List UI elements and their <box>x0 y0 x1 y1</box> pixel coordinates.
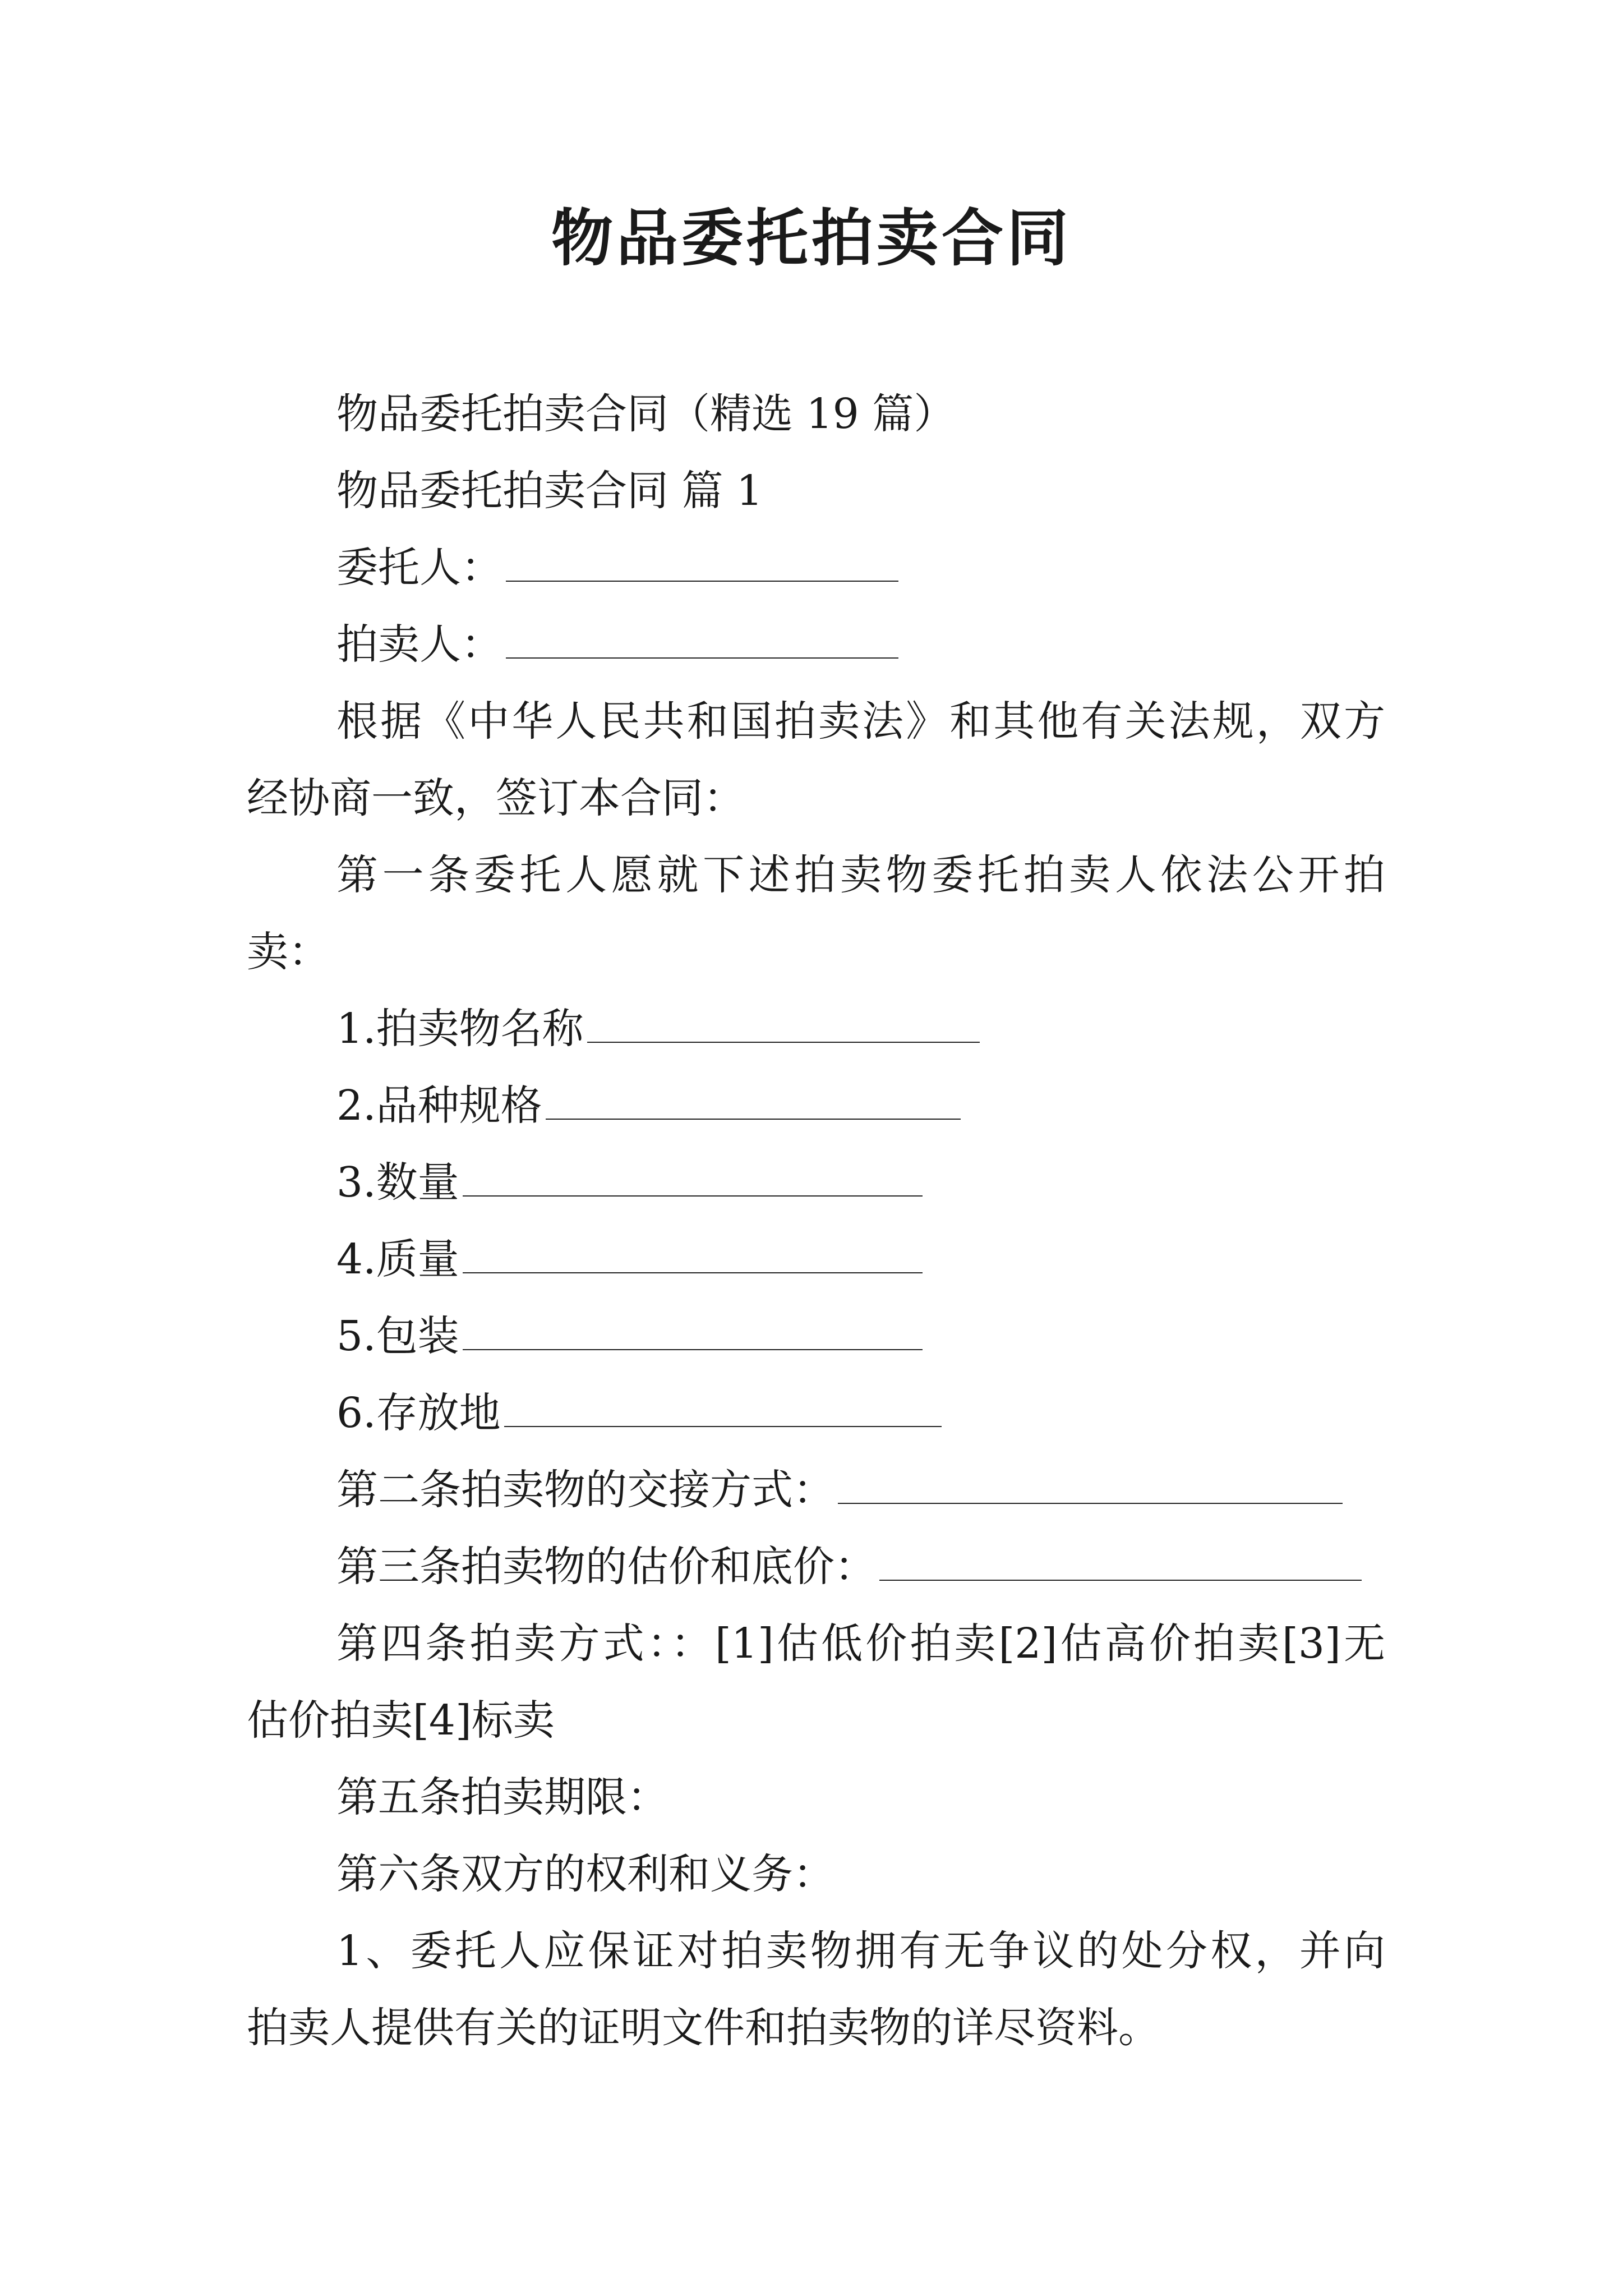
spec-blank <box>546 1079 961 1120</box>
item-name-label: 1.拍卖物名称 <box>336 1005 584 1053</box>
clause-1-line-1: 1、委托人应保证对拍卖物拥有无争议的处分权，并向 <box>336 1927 1385 1975</box>
section-heading <box>336 463 763 519</box>
article-4-line-1: 第四条拍卖方式：：[1]估低价拍卖[2]估高价拍卖[3]无 <box>336 1619 1385 1668</box>
article-4-line-2: 估价拍卖[4]标卖 <box>247 1696 555 1745</box>
article-2-line <box>336 1462 1343 1518</box>
auctioneer-label: 拍卖人： <box>336 620 502 669</box>
consignor-blank <box>506 541 898 582</box>
document-title: 物品委托拍卖合同 <box>551 202 1072 274</box>
subtitle-text: 物品委托拍卖合同（精选 19 篇） <box>336 390 956 438</box>
article-3-blank <box>879 1540 1362 1581</box>
clause-1-line-2: 拍卖人提供有关的证明文件和拍卖物的详尽资料。 <box>247 2004 1160 2052</box>
quality-line <box>336 1231 923 1287</box>
article-1-line-1: 第一条委托人愿就下述拍卖物委托拍卖人依法公开拍 <box>336 851 1385 899</box>
consignor-label: 委托人： <box>336 544 502 592</box>
section-heading-text: 物品委托拍卖合同 篇 1 <box>336 467 763 515</box>
spec-line <box>336 1078 961 1134</box>
quantity-line <box>336 1154 923 1211</box>
packaging-line <box>336 1308 923 1364</box>
article-2-label: 第二条拍卖物的交接方式： <box>336 1466 834 1514</box>
article-6-line: 第六条双方的权利和义务： <box>336 1850 834 1898</box>
quantity-label: 3.数量 <box>336 1158 459 1207</box>
subtitle-line <box>336 386 955 442</box>
article-3-line <box>336 1539 1362 1595</box>
auctioneer-line <box>336 616 898 673</box>
item-name-blank <box>587 1002 980 1043</box>
packaging-blank <box>463 1310 923 1350</box>
article-5-line: 第五条拍卖期限： <box>336 1773 668 1821</box>
storage-line <box>336 1385 942 1441</box>
quantity-blank <box>463 1156 923 1197</box>
paragraph-basis-line-1: 根据《中华人民共和国拍卖法》和其他有关法规，双方 <box>336 697 1385 746</box>
storage-blank <box>504 1387 942 1427</box>
quality-blank <box>463 1233 923 1273</box>
packaging-label: 5.包装 <box>336 1312 459 1360</box>
storage-label: 6.存放地 <box>336 1389 501 1437</box>
quality-label: 4.质量 <box>336 1235 459 1283</box>
auctioneer-blank <box>506 618 898 659</box>
spec-label: 2.品种规格 <box>336 1082 542 1130</box>
consignor-line <box>336 540 898 596</box>
article-3-label: 第三条拍卖物的估价和底价： <box>336 1543 876 1591</box>
article-1-line-2: 卖： <box>247 928 330 976</box>
item-name-line <box>336 1001 980 1057</box>
paragraph-basis-line-2: 经协商一致，签订本合同： <box>247 774 745 822</box>
article-2-blank <box>838 1464 1343 1504</box>
